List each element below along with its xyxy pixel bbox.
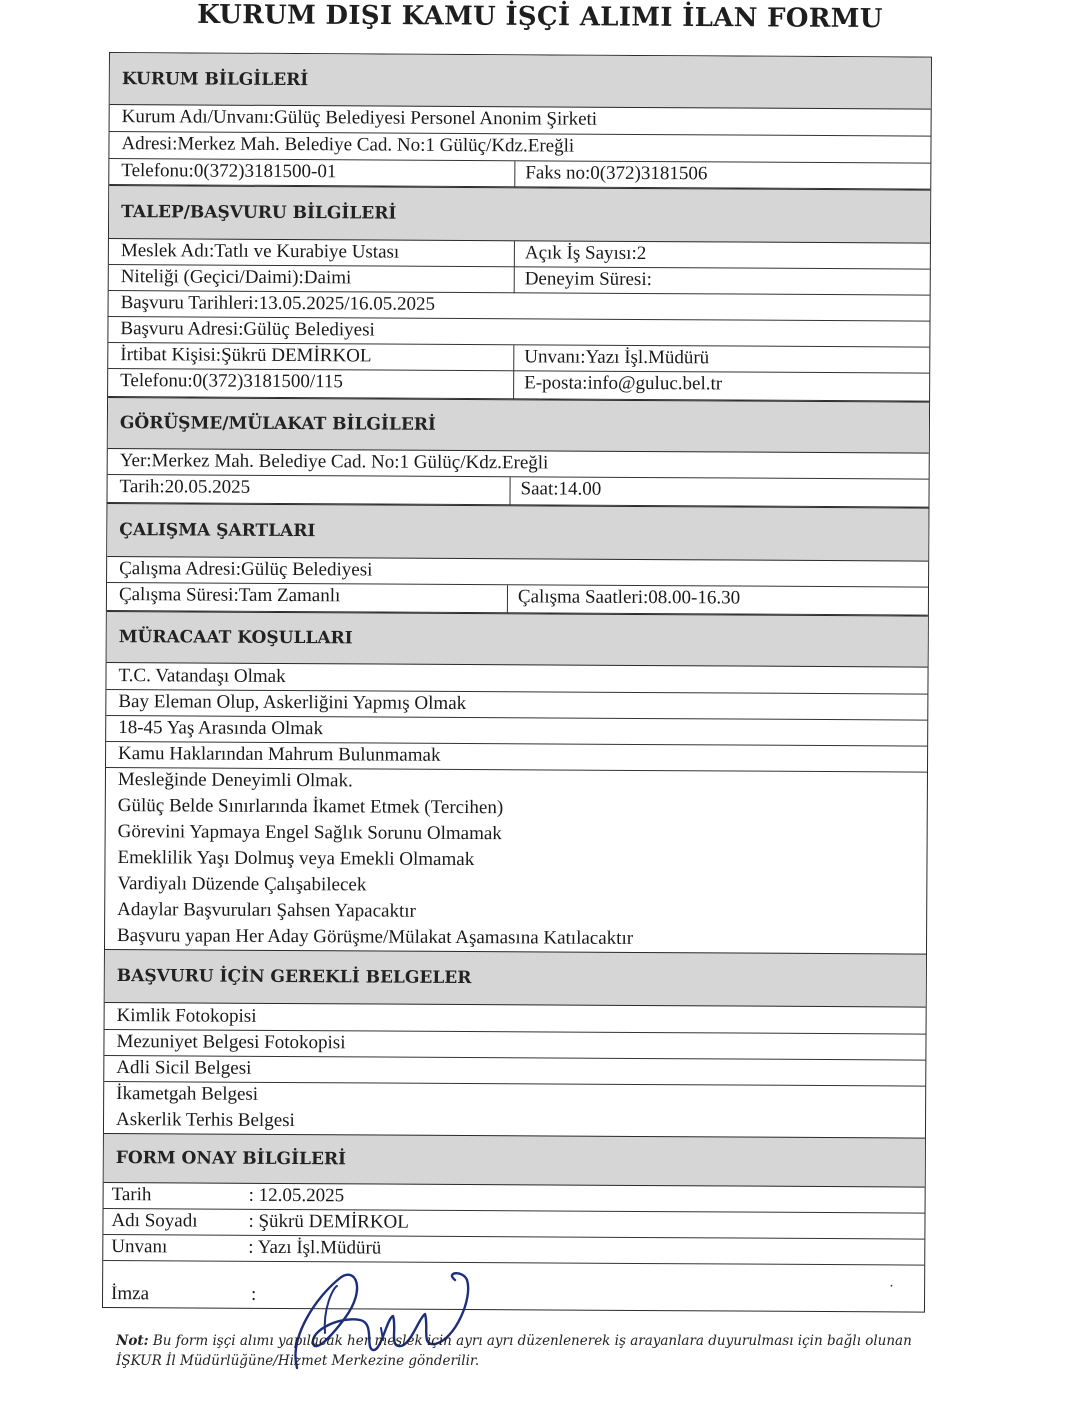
onay-imza-label: İmza	[111, 1283, 150, 1305]
onay-imza-colon: :	[251, 1283, 257, 1305]
talep-telefon: Telefonu:0(372)3181500/115	[120, 370, 343, 393]
onay-unvan-label: Unvanı	[111, 1236, 168, 1258]
deneyim-suresi: Deneyim Süresi:	[514, 267, 930, 295]
section-header-kurum: KURUM BİLGİLERİ	[110, 53, 931, 110]
talep-eposta: E-posta:info@guluc.bel.tr	[513, 371, 929, 401]
kosul-item: Vardiyalı Düzende Çalışabilecek	[117, 873, 367, 896]
belge-item: Adli Sicil Belgesi	[116, 1057, 252, 1079]
signature	[285, 1258, 605, 1398]
onay-unvan-value: : Yazı İşl.Müdürü	[248, 1236, 382, 1259]
calisma-suresi: Çalışma Süresi:Tam Zamanlı	[118, 584, 341, 607]
kosul-item: Mesleğinde Deneyimli Olmak.	[117, 769, 353, 792]
kurum-faks: Faks no:0(372)3181506	[514, 161, 930, 189]
section-header-gorusme: GÖRÜŞME/MÜLAKAT BİLGİLERİ	[108, 397, 929, 454]
gorusme-tarih: Tarih:20.05.2025	[119, 476, 251, 498]
kurum-adres: Adresi:Merkez Mah. Belediye Cad. No:1 Gülüç/Kdz.Ereğli	[121, 133, 575, 157]
onay-adsoyad-value: : Şükrü DEMİRKOL	[248, 1210, 409, 1233]
onay-tarih-value: : 12.05.2025	[248, 1184, 345, 1207]
kosul-item: Görevini Yapmaya Engel Sağlık Sorunu Olmamak	[117, 821, 502, 845]
kurum-adi: Kurum Adı/Unvanı:Gülüç Belediyesi Personel Anonim Şirketi	[121, 106, 598, 130]
section-header-belgeler: BAŞVURU İÇİN GEREKLİ BELGELER	[105, 949, 926, 1008]
kosul-item: Gülüç Belde Sınırlarında İkamet Etmek (Tercihen)	[117, 795, 504, 819]
kosul-item: Bay Eleman Olup, Askerliğini Yapmış Olmak	[118, 691, 467, 715]
note-label: Not:	[116, 1333, 149, 1349]
meslek-adi: Meslek Adı:Tatlı ve Kurabiye Ustası	[120, 240, 400, 263]
basvuru-adresi: Başvuru Adresi:Gülüç Belediyesi	[120, 318, 375, 341]
kosul-item: Kamu Haklarından Mahrum Bulunmamak	[118, 743, 441, 766]
section-header-talep: TALEP/BAŞVURU BİLGİLERİ	[109, 185, 930, 244]
onay-adsoyad-label: Adı Soyadı	[111, 1210, 198, 1232]
footnote	[116, 1331, 936, 1371]
kurum-telefon: Telefonu:0(372)3181500-01	[121, 160, 337, 183]
stray-dot: ·	[889, 1279, 894, 1295]
calisma-saatleri: Çalışma Saatleri:08.00-16.30	[507, 585, 928, 615]
acik-is-sayisi: Açık İş Sayısı:2	[514, 241, 930, 269]
section-header-muracaat: MÜRACAAT KOŞULLARI	[107, 611, 928, 668]
kosul-item: T.C. Vatandaşı Olmak	[118, 665, 286, 687]
note-text: Bu form işçi alımı yapılacak her meslek için ayrı ayrı düzenlenerek iş arayanlara duyurulması için bağlı olunan İŞKUR İl Müdürlüğüne/Hizmet Merkezine gönderilir.	[116, 1333, 912, 1369]
belge-item: Askerlik Terhis Belgesi	[115, 1109, 295, 1132]
belge-item: İkametgah Belgesi	[116, 1083, 259, 1105]
form-title: KURUM DIŞI KAMU İŞÇİ ALIMI İLAN FORMU	[197, 0, 883, 35]
kosul-item: Adaylar Başvuruları Şahsen Yapacaktır	[117, 899, 416, 922]
section-header-calisma: ÇALIŞMA ŞARTLARI	[107, 503, 928, 562]
row-talep-telefon	[108, 369, 929, 402]
section-header-onay: FORM ONAY BİLGİLERİ	[104, 1133, 925, 1188]
calisma-adresi: Çalışma Adresi:Gülüç Belediyesi	[119, 558, 373, 581]
kosul-item: 18-45 Yaş Arasında Olmak	[118, 717, 324, 740]
onay-tarih-label: Tarih	[111, 1184, 152, 1206]
kosul-item: Emeklilik Yaşı Dolmuş veya Emekli Olmamak	[117, 847, 475, 871]
irtibat-unvani: Unvanı:Yazı İşl.Müdürü	[513, 345, 929, 373]
belge-item: Mezuniyet Belgesi Fotokopisi	[116, 1031, 346, 1054]
kosul-item: Başvuru yapan Her Aday Görüşme/Mülakat Aşamasına Katılacaktır	[117, 925, 634, 949]
job-posting-form	[102, 52, 932, 1313]
gorusme-yer: Yer:Merkez Mah. Belediye Cad. No:1 Gülüç/Kdz.Ereğli	[119, 450, 549, 474]
nitelik: Niteliği (Geçici/Daimi):Daimi	[120, 266, 352, 289]
belge-item: Kimlik Fotokopisi	[116, 1005, 257, 1027]
gorusme-saat: Saat:14.00	[509, 477, 928, 507]
basvuru-tarihleri: Başvuru Tarihleri:13.05.2025/16.05.2025	[120, 292, 436, 315]
irtibat-kisisi: İrtibat Kişisi:Şükrü DEMİRKOL	[120, 344, 372, 367]
